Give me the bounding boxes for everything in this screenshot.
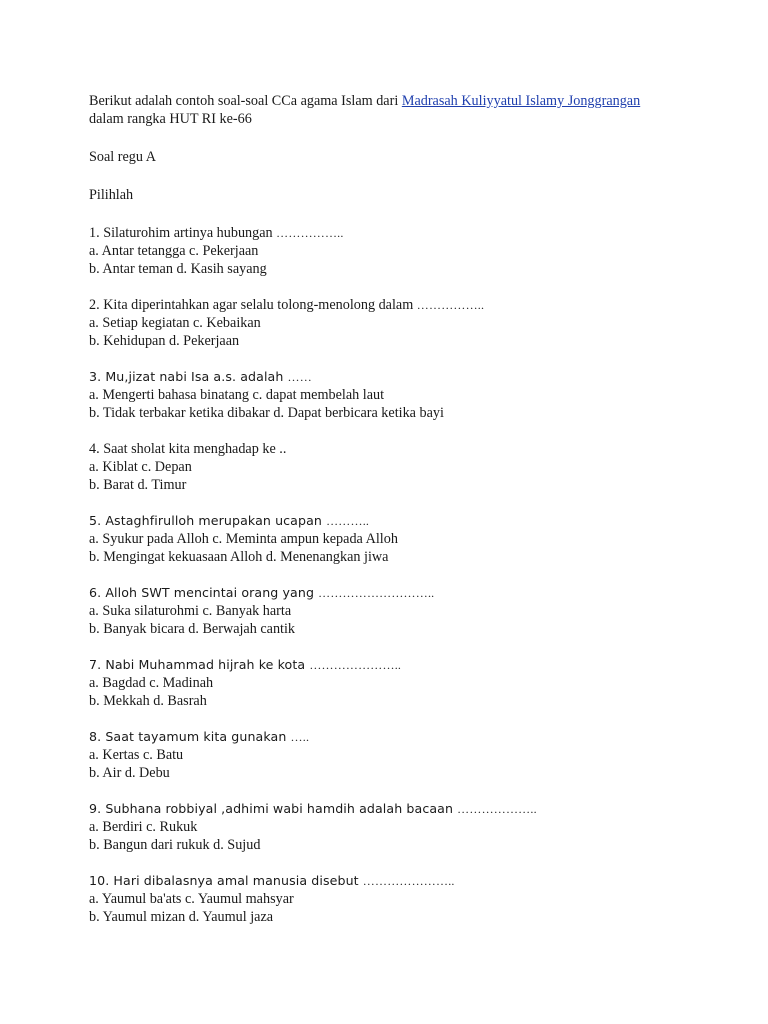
intro-text-continued: dalam rangka HUT RI ke-66	[89, 111, 252, 127]
question-stem	[89, 656, 729, 674]
section-title: Soal regu A	[89, 149, 156, 165]
answer-blank: …………………..	[309, 658, 402, 672]
question-item	[89, 656, 729, 710]
options-row-a-c: a. Mengerti bahasa binatang c. dapat membelah laut	[89, 387, 385, 403]
question-item	[89, 728, 729, 782]
answer-blank: …………………..	[362, 874, 455, 888]
document-page	[89, 92, 729, 944]
options-row-a-c: a. Yaumul ba'ats c. Yaumul mahsyar	[89, 891, 294, 907]
question-text: 9. Subhana robbiyal ,adhimi wabi hamdih adalah bacaan	[89, 801, 458, 816]
question-item	[89, 368, 729, 422]
question-stem	[89, 512, 729, 530]
question-text: 7. Nabi Muhammad hijrah ke kota	[89, 657, 310, 672]
madrasah-link[interactable]: Madrasah Kuliyyatul Islamy Jonggrangan	[401, 93, 641, 109]
instruction-text: Pilihlah	[89, 187, 134, 203]
answer-blank: ………………………..	[318, 586, 435, 600]
question-text: 3. Mu,jizat nabi Isa a.s. adalah	[89, 369, 288, 384]
options-row-b-d: b. Mekkah d. Basrah	[89, 693, 207, 709]
options-row-a-c: a. Kiblat c. Depan	[89, 459, 192, 475]
question-text: 5. Astaghfirulloh merupakan ucapan	[89, 513, 327, 528]
question-text: 8. Saat tayamum kita gunakan	[89, 729, 291, 744]
question-item	[89, 224, 729, 278]
options-row-a-c: a. Setiap kegiatan c. Kebaikan	[89, 315, 261, 331]
options-row-a-c: a. Suka silaturohmi c. Banyak harta	[89, 603, 292, 619]
question-stem	[89, 296, 729, 314]
question-text: 4. Saat sholat kita menghadap ke ..	[89, 441, 287, 457]
options-row-b-d: b. Yaumul mizan d. Yaumul jaza	[89, 909, 274, 925]
answer-blank: ……	[287, 370, 312, 384]
options-row-a-c: a. Syukur pada Alloh c. Meminta ampun kepada Alloh	[89, 531, 398, 547]
question-item	[89, 800, 729, 854]
answer-blank: ………………..	[457, 802, 537, 816]
question-item	[89, 584, 729, 638]
question-stem	[89, 368, 729, 386]
question-item	[89, 872, 729, 926]
question-stem	[89, 728, 729, 746]
question-stem	[89, 872, 729, 890]
question-item	[89, 512, 729, 566]
question-item	[89, 440, 729, 494]
question-text: 10. Hari dibalasnya amal manusia disebut	[89, 873, 363, 888]
intro-paragraph	[89, 92, 729, 128]
intro-text: Berikut adalah contoh soal-soal CCa agama Islam dari	[89, 93, 402, 109]
options-row-a-c: a. Berdiri c. Rukuk	[89, 819, 198, 835]
options-row-b-d: b. Bangun dari rukuk d. Sujud	[89, 837, 261, 853]
answer-blank: …..	[290, 730, 310, 744]
options-row-b-d: b. Banyak bicara d. Berwajah cantik	[89, 621, 296, 637]
options-row-a-c: a. Bagdad c. Madinah	[89, 675, 214, 691]
options-row-a-c: a. Antar tetangga c. Pekerjaan	[89, 243, 259, 259]
question-text: 1. Silaturohim artinya hubungan	[89, 225, 277, 241]
options-row-b-d: b. Air d. Debu	[89, 765, 170, 781]
options-row-b-d: b. Kehidupan d. Pekerjaan	[89, 333, 240, 349]
options-row-b-d: b. Antar teman d. Kasih sayang	[89, 261, 267, 277]
question-stem	[89, 224, 729, 242]
answer-blank: ……………..	[416, 298, 485, 312]
question-text: 2. Kita diperintahkan agar selalu tolong-menolong dalam	[89, 297, 417, 313]
question-text: 6. Alloh SWT mencintai orang yang	[89, 585, 319, 600]
options-row-b-d: b. Barat d. Timur	[89, 477, 187, 493]
options-row-b-d: b. Mengingat kekuasaan Alloh d. Menenangkan jiwa	[89, 549, 389, 565]
question-stem	[89, 800, 729, 818]
question-stem	[89, 584, 729, 602]
options-row-a-c: a. Kertas c. Batu	[89, 747, 184, 763]
question-stem	[89, 440, 729, 458]
question-item	[89, 296, 729, 350]
answer-blank: ……………..	[276, 226, 344, 240]
answer-blank: ………..	[326, 514, 370, 528]
options-row-b-d: b. Tidak terbakar ketika dibakar d. Dapat berbicara ketika bayi	[89, 405, 444, 421]
